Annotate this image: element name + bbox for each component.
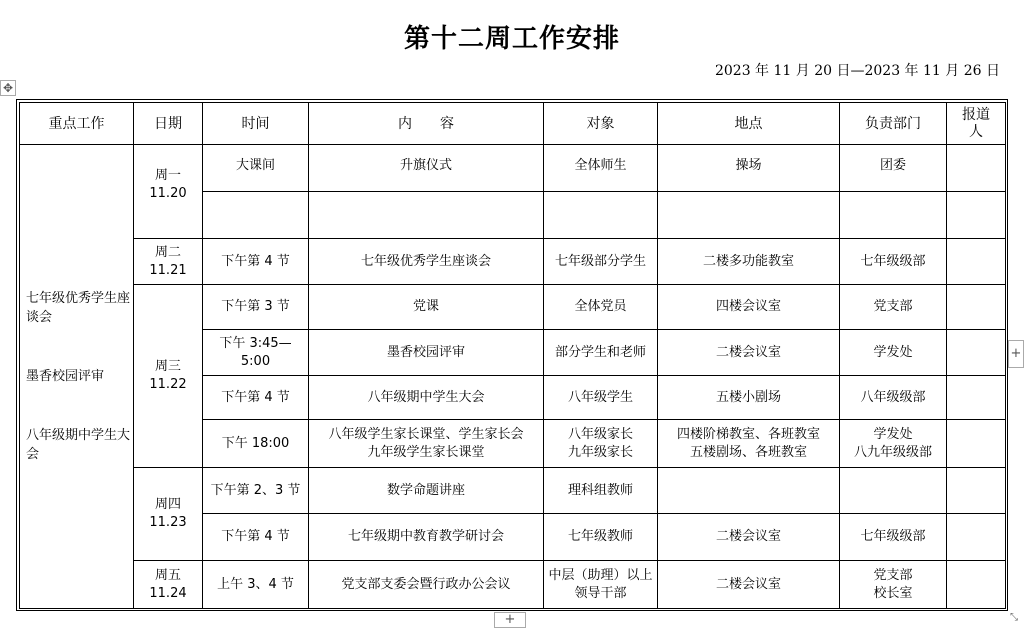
header-reporter: 报道人 <box>947 103 1006 145</box>
day-name: 周一 <box>154 167 181 183</box>
table-row <box>20 561 1006 609</box>
day-cell-tue <box>134 239 203 285</box>
table-row <box>20 239 1006 285</box>
content-cell <box>309 420 544 468</box>
page-title: 第十二周工作安排 <box>403 24 620 54</box>
target-cell: 理科组教师 <box>544 468 658 514</box>
time-cell <box>203 330 309 376</box>
time-line: 5:00 <box>240 353 271 369</box>
content-cell: 升旗仪式 <box>309 145 544 192</box>
content-cell: 墨香校园评审 <box>309 330 544 376</box>
dept-cell: 七年级级部 <box>840 239 947 285</box>
reporter-cell <box>947 376 1006 420</box>
dept-cell: 八年级级部 <box>840 376 947 420</box>
content-cell: 党课 <box>309 285 544 330</box>
target-cell <box>544 561 658 609</box>
place-cell: 二楼多功能教室 <box>658 239 840 285</box>
place-line: 四楼阶梯教室、各班教室 <box>676 426 820 442</box>
target-cell: 部分学生和老师 <box>544 330 658 376</box>
place-cell: 五楼小剧场 <box>658 376 840 420</box>
place-line: 五楼剧场、各班教室 <box>689 444 807 460</box>
place-cell: 四楼会议室 <box>658 285 840 330</box>
dept-cell <box>840 420 947 468</box>
place-cell: 二楼会议室 <box>658 514 840 561</box>
date-range: 2023 年 11 月 20 日—2023 年 11 月 26 日 <box>714 63 1000 79</box>
place-cell <box>658 192 840 239</box>
content-cell: 党支部支委会暨行政办公会议 <box>309 561 544 609</box>
time-cell: 大课间 <box>203 145 309 192</box>
content-line: 九年级学生家长课堂 <box>367 444 485 460</box>
time-cell: 下午第 2、3 节 <box>203 468 309 514</box>
key-work-cell <box>20 145 134 609</box>
time-cell: 下午 18:00 <box>203 420 309 468</box>
schedule-table <box>19 102 1006 609</box>
add-row-button[interactable]: + <box>494 612 526 628</box>
dept-cell: 团委 <box>840 145 947 192</box>
reporter-cell <box>947 561 1006 609</box>
add-column-button[interactable]: + <box>1008 340 1024 368</box>
target-cell: 全体党员 <box>544 285 658 330</box>
day-date: 11.23 <box>149 515 187 530</box>
content-cell <box>309 192 544 239</box>
dept-cell: 七年级级部 <box>840 514 947 561</box>
time-cell: 上午 3、4 节 <box>203 561 309 609</box>
reporter-cell <box>947 514 1006 561</box>
day-date: 11.22 <box>149 377 187 392</box>
day-name: 周三 <box>154 359 181 374</box>
reporter-cell <box>947 145 1006 192</box>
table-row <box>20 285 1006 330</box>
header-row <box>20 103 1006 145</box>
dept-line: 学发处 <box>873 426 913 442</box>
time-cell <box>203 192 309 239</box>
reporter-cell <box>947 285 1006 330</box>
header-place: 地点 <box>658 103 840 145</box>
day-name: 周五 <box>154 567 181 583</box>
content-cell: 七年级期中教育教学研讨会 <box>309 514 544 561</box>
place-cell: 二楼会议室 <box>658 561 840 609</box>
content-cell: 数学命题讲座 <box>309 468 544 514</box>
day-cell-wed <box>134 285 203 468</box>
day-name: 周二 <box>154 244 181 260</box>
target-cell: 全体师生 <box>544 145 658 192</box>
place-cell <box>658 420 840 468</box>
table-move-handle-icon[interactable]: ✥ <box>0 80 16 96</box>
header-date: 日期 <box>134 103 203 145</box>
header-content: 内 容 <box>309 103 544 145</box>
time-cell: 下午第 4 节 <box>203 514 309 561</box>
dept-cell: 学发处 <box>840 330 947 376</box>
table-row <box>20 145 1006 192</box>
time-cell: 下午第 3 节 <box>203 285 309 330</box>
reporter-cell <box>947 468 1006 514</box>
target-cell: 八年级学生 <box>544 376 658 420</box>
header-key-work: 重点工作 <box>20 103 134 145</box>
reporter-cell <box>947 192 1006 239</box>
dept-line: 党支部 <box>873 567 913 583</box>
dept-cell: 党支部 <box>840 285 947 330</box>
reporter-cell <box>947 420 1006 468</box>
key-work-item: 七年级优秀学生座谈会 <box>26 291 131 325</box>
target-line: 中层（助理）以上 <box>548 567 653 583</box>
content-line: 八年级学生家长课堂、学生家长会 <box>328 426 524 442</box>
day-cell-mon <box>134 145 203 239</box>
target-cell: 七年级部分学生 <box>544 239 658 285</box>
schedule-table-frame <box>16 99 1008 611</box>
target-line: 八年级家长 <box>567 426 633 442</box>
table-row <box>20 468 1006 514</box>
dept-cell <box>840 561 947 609</box>
place-cell: 二楼会议室 <box>658 330 840 376</box>
header-target: 对象 <box>544 103 658 145</box>
target-line: 领导干部 <box>574 585 627 601</box>
key-work-item: 墨香校园评审 <box>26 369 105 384</box>
reporter-cell <box>947 239 1006 285</box>
target-line: 九年级家长 <box>567 444 633 460</box>
time-cell: 下午第 4 节 <box>203 376 309 420</box>
table-resize-handle-icon[interactable]: ⤡ <box>1010 612 1018 623</box>
content-cell: 七年级优秀学生座谈会 <box>309 239 544 285</box>
key-work-item: 八年级期中学生大会 <box>26 428 131 462</box>
time-cell: 下午第 4 节 <box>203 239 309 285</box>
day-date: 11.24 <box>149 585 187 601</box>
day-cell-fri <box>134 561 203 609</box>
place-cell <box>658 468 840 514</box>
dept-line: 校长室 <box>873 585 913 601</box>
time-line: 下午 3:45— <box>219 335 292 351</box>
day-date: 11.21 <box>149 262 187 278</box>
target-cell: 七年级教师 <box>544 514 658 561</box>
day-name: 周四 <box>154 497 181 512</box>
dept-line: 八九年级级部 <box>853 444 932 460</box>
header-dept: 负责部门 <box>840 103 947 145</box>
target-cell <box>544 192 658 239</box>
place-cell: 操场 <box>658 145 840 192</box>
header-time: 时间 <box>203 103 309 145</box>
dept-cell <box>840 468 947 514</box>
target-cell <box>544 420 658 468</box>
day-date: 11.20 <box>149 185 187 201</box>
dept-cell <box>840 192 947 239</box>
content-cell: 八年级期中学生大会 <box>309 376 544 420</box>
reporter-cell <box>947 330 1006 376</box>
day-cell-thu <box>134 468 203 561</box>
